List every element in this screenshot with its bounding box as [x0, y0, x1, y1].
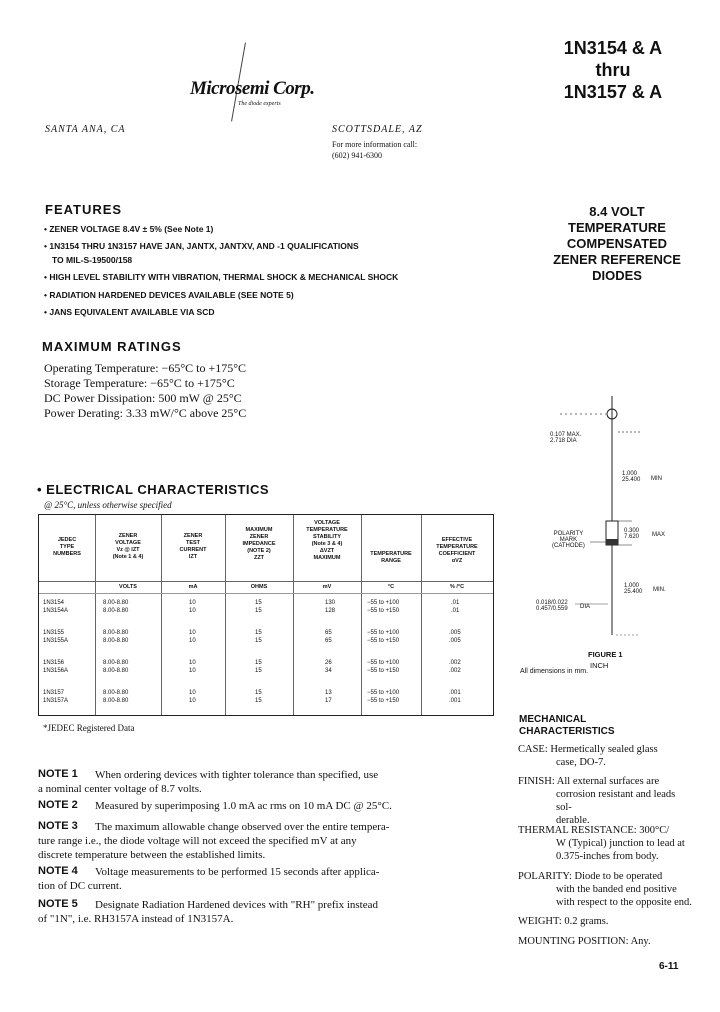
product-description-line: ZENER REFERENCE [553, 252, 681, 267]
company-logo: Microsemi Corp. [190, 78, 315, 99]
cell-voltage: 8.00-8.80 8.00-8.80 [103, 600, 129, 614]
note-label: NOTE 1 [38, 768, 78, 780]
note-text: Voltage measurements to be performed 15 seconds after applica- [95, 866, 380, 878]
dim-diameter: 0.107 MAX. 2.718 DIA [550, 432, 582, 444]
col-head-jedec: JEDEC TYPE NUMBERS [53, 537, 81, 557]
table-row: 1N3156 1N3156A [43, 660, 69, 674]
note-text-continued: ture range i.e., the diode voltage will not exceed the specified mV at any [38, 835, 357, 847]
cell-range: −55 to +100 −55 to +150 [367, 690, 400, 704]
note-text-continued: tion of DC current. [38, 880, 122, 892]
col-head-zener-voltage: ZENER VOLTAGE Vz @ IZT (Note 1 & 4) [112, 533, 144, 560]
table-unit-rule [39, 593, 493, 594]
mechanical-finish: FINISH: All external surfaces are corrosion resistant and leads sol- derable. [518, 776, 676, 826]
electrical-subheading: @ 25°C, unless otherwise specified [44, 500, 172, 510]
part-title-line-3: 1N3157 & A [563, 82, 663, 102]
note-label: NOTE 4 [38, 865, 78, 877]
cell-voltage: 8.00-8.80 8.00-8.80 [103, 660, 129, 674]
electrical-heading: • ELECTRICAL CHARACTERISTICS [37, 482, 270, 497]
cell-coeff: .01 .01 [451, 600, 460, 614]
product-description-line: DIODES [592, 268, 642, 283]
max-rating-line: Storage Temperature: −65°C to +175°C [44, 376, 235, 390]
feature-item: • RADIATION HARDENED DEVICES AVAILABLE (SEE NOTE 5) [44, 290, 294, 300]
col-head-impedance: MAXIMUM ZENER IMPEDANCE (NOTE 2) ZZT [242, 527, 276, 561]
mechanical-weight: WEIGHT: 0.2 grams. [518, 916, 609, 927]
unit-mv: mV [322, 584, 332, 590]
location-scottsdale: SCOTTSDALE, AZ [332, 124, 423, 135]
table-divider [361, 515, 362, 715]
mechanical-mounting: MOUNTING POSITION: Any. [518, 936, 651, 947]
contact-phone: (602) 941-6300 [332, 151, 382, 160]
dim-min-label-2: MIN. [653, 587, 666, 593]
company-tagline: The diode experts [238, 101, 281, 107]
max-rating-line: Operating Temperature: −65°C to +175°C [44, 361, 247, 375]
cell-impedance: 15 15 [255, 600, 262, 614]
note-label: NOTE 5 [38, 898, 78, 910]
cell-coeff: .001 .001 [449, 690, 461, 704]
cell-stability: 26 34 [325, 660, 332, 674]
dim-lead-length-2: 1.000 25.400 [624, 583, 643, 595]
cell-impedance: 15 15 [255, 630, 262, 644]
mechanical-heading-2: CHARACTERISTICS [519, 726, 615, 737]
cell-voltage: 8.00-8.80 8.00-8.80 [103, 630, 129, 644]
jedec-footnote: *JEDEC Registered Data [43, 723, 135, 733]
mechanical-heading: MECHANICAL [519, 714, 587, 725]
product-description-line: COMPENSATED [566, 236, 668, 251]
cell-current: 10 10 [189, 660, 196, 674]
feature-item: • 1N3154 THRU 1N3157 HAVE JAN, JANTX, JANTXV, AND -1 QUALIFICATIONS [44, 241, 359, 251]
dim-min-label: MIN [651, 476, 662, 482]
unit-celsius: °C [387, 584, 395, 590]
feature-item: • HIGH LEVEL STABILITY WITH VIBRATION, THERMAL SHOCK & MECHANICAL SHOCK [44, 272, 399, 282]
max-rating-line: Power Derating: 3.33 mW/°C above 25°C [44, 406, 247, 420]
table-row: 1N3157 1N3157A [43, 690, 69, 704]
dim-body-length: 0.300 7.620 [624, 528, 640, 540]
note-text: Measured by superimposing 1.0 mA ac rms on 10 mA DC @ 25°C. [95, 800, 392, 812]
col-head-coefficient: EFFECTIVE TEMPERATURE COEFFICIENT αVZ [436, 537, 478, 564]
cell-stability: 13 17 [325, 690, 332, 704]
dim-wire-diameter: 0.018/0.022 0.457/0.559 [536, 600, 568, 612]
cell-impedance: 15 15 [255, 690, 262, 704]
unit-ma: mA [188, 584, 198, 590]
table-row: 1N3155 1N3155A [43, 630, 69, 644]
note-text: When ordering devices with tighter tolerance than specified, use [95, 769, 379, 781]
note-text-continued: discrete temperature between the established limits. [38, 849, 266, 861]
table-header-rule [39, 581, 493, 582]
mechanical-thermal-resistance: THERMAL RESISTANCE: 300°C/ W (Typical) junction to lead at 0.375-inches from body. [518, 825, 685, 862]
location-santa-ana: SANTA ANA, CA [45, 124, 126, 135]
cell-current: 10 10 [189, 630, 196, 644]
table-row: 1N3154 1N3154A [43, 600, 69, 614]
note-text-continued: a nominal center voltage of 8.7 volts. [38, 783, 202, 795]
features-heading: FEATURES [45, 202, 123, 217]
col-head-test-current: ZENER TEST CURRENT IZT [179, 533, 207, 560]
max-ratings-heading: MAXIMUM RATINGS [42, 339, 182, 354]
feature-item: • JANS EQUIVALENT AVAILABLE VIA SCD [44, 307, 215, 317]
electrical-characteristics-table [38, 514, 494, 716]
cell-stability: 130 128 [325, 600, 336, 614]
max-rating-line: DC Power Dissipation: 500 mW @ 25°C [44, 391, 242, 405]
cathode-band [606, 539, 618, 545]
figure-caption: FIGURE 1 [588, 650, 623, 659]
page-number: 6-11 [659, 961, 679, 972]
cell-range: −55 to +100 −55 to +150 [367, 600, 400, 614]
product-description-line: TEMPERATURE [568, 220, 666, 235]
note-text: The maximum allowable change observed over the entire tempera- [95, 821, 390, 833]
col-head-temp-range: TEMPERATURE RANGE [370, 551, 412, 564]
cell-coeff: .002 .002 [449, 660, 461, 674]
product-description-line: 8.4 VOLT [589, 204, 645, 219]
part-title-line-1: 1N3154 & A [563, 38, 663, 58]
dim-lead-length: 1.000 25.400 [622, 471, 641, 483]
cell-voltage: 8.00-8.80 8.00-8.80 [103, 690, 129, 704]
cell-current: 10 10 [189, 690, 196, 704]
dim-max-label: MAX [652, 532, 666, 538]
note-text-continued: of "1N", i.e. RH3157A instead of 1N3157A. [38, 913, 234, 925]
cell-stability: 65 65 [325, 630, 332, 644]
part-title-line-2: thru [595, 60, 631, 80]
note-text: Designate Radiation Hardened devices with "RH" prefix instead [95, 899, 378, 911]
cell-impedance: 15 15 [255, 660, 262, 674]
unit-volts: VOLTS [119, 584, 137, 590]
feature-item: TO MIL-S-19500/158 [52, 255, 133, 265]
contact-info-label: For more information call: [332, 140, 418, 149]
cell-range: −55 to +100 −55 to +150 [367, 660, 400, 674]
unit-ohms: OHMS [250, 584, 268, 590]
cell-current: 10 10 [189, 600, 196, 614]
note-label: NOTE 2 [38, 799, 78, 811]
col-head-stability: VOLTAGE TEMPERATURE STABILITY (Note 3 & 4) ΔVZT MAXIMUM [306, 520, 348, 561]
mechanical-case: CASE: Hermetically sealed glass case, DO-7. [518, 744, 658, 768]
polarity-mark-label: POLARITY MARK (CATHODE) [552, 531, 585, 549]
unit-percent-per-c: % /°C [449, 584, 465, 590]
cell-range: −55 to +100 −55 to +150 [367, 630, 400, 644]
figure-dimensions-note: All dimensions in mm. [520, 668, 589, 675]
mechanical-polarity: POLARITY: Diode to be operated with the banded end positive with respect to the opposite end. [518, 871, 692, 908]
cell-coeff: .005 .005 [449, 630, 461, 644]
feature-item: • ZENER VOLTAGE 8.4V ± 5% (See Note 1) [44, 224, 214, 234]
note-label: NOTE 3 [38, 820, 78, 832]
dim-dia-label: DIA [580, 604, 591, 610]
figure-unit-inch: INCH [590, 661, 609, 670]
